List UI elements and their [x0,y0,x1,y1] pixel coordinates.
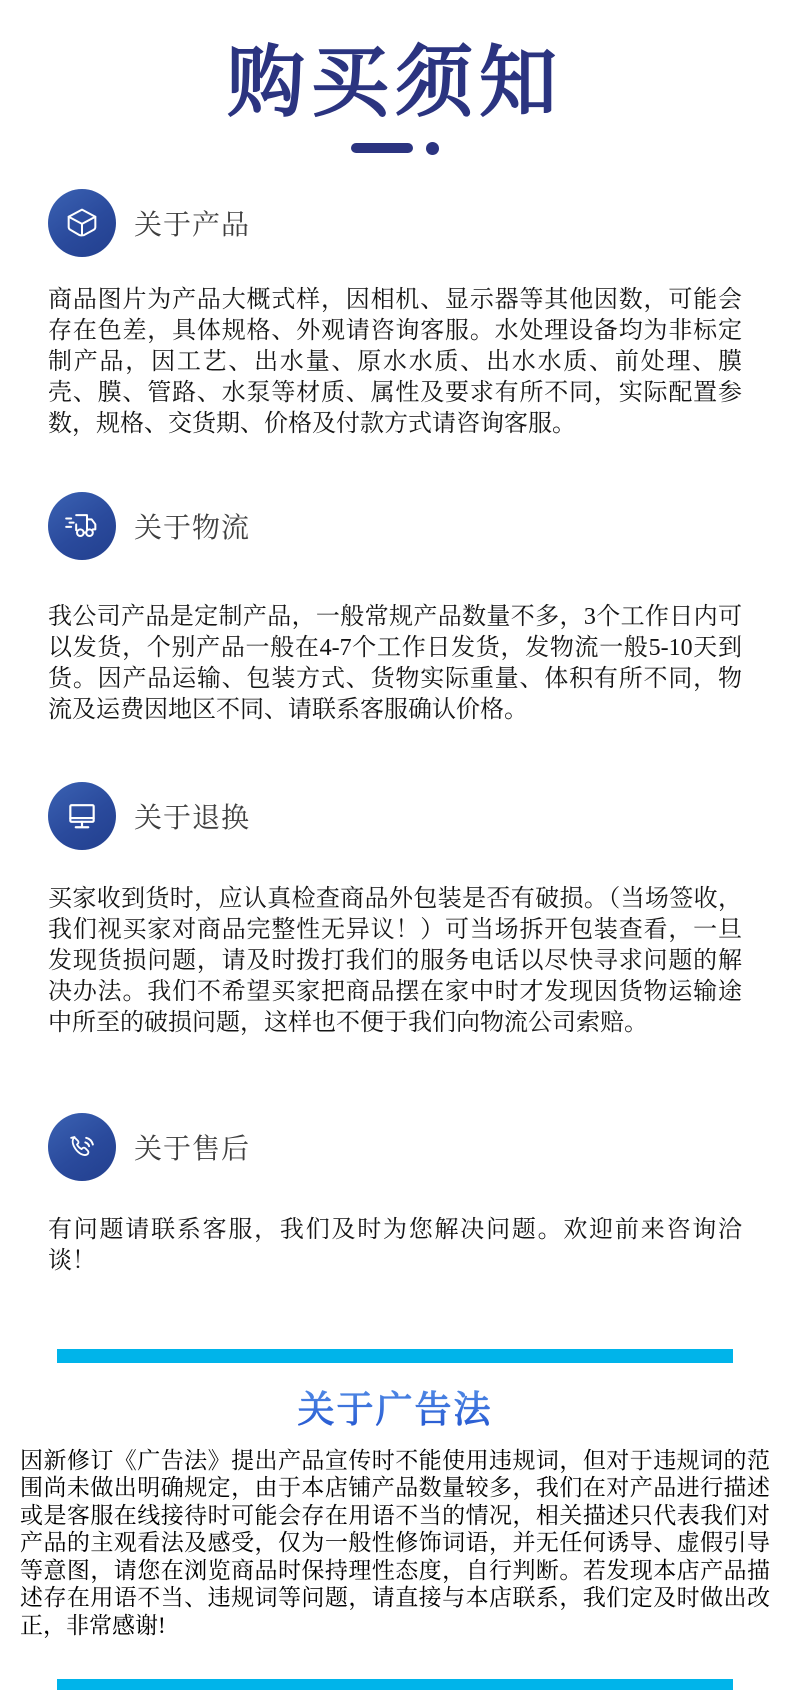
truck-icon [48,492,116,560]
page-title: 购买须知 [226,39,563,126]
section-returns-body: 买家收到货时，应认真检查商品外包装是否有破损。（当场签收，我们视买家对商品完整性无异议！）可当场拆开包装查看，一旦发现货损问题，请及时拨打我们的服务电话以尽快寻求问题的解决办法。我们不希望买家把商品摆在家中时才发现因货物运输途中所至的破损问题，这样也不便于我们向物流公司索赔。 [48,885,742,1036]
section-aftersales-body: 有问题请联系客服，我们及时为您解决问题。欢迎前来咨询洽谈！ [48,1216,742,1274]
adlaw-body: 因新修订《广告法》提出产品宣传时不能使用违规词，但对于违规词的范围尚未做出明确规定，由于本店铺产品数量较多，我们在对产品进行描述或是客服在线接待时可能会存在用语不当的情况，相关描述只代表我们对产品的主观看法及感受，仅为一般性修饰词语，并无任何诱导、虚假引导等意图，请您在浏览商品时保持理性态度，自行判断。若发现本店产品描述存在用语不当、违规词等问题，请直接与本店联系，我们定及时做出改正，非常感谢! [20,1447,770,1638]
adlaw-top-bar [57,1349,733,1363]
section-returns-header [48,782,742,850]
section-logistics-body: 我公司产品是定制产品，一般常规产品数量不多，3个工作日内可以发货，个别产品一般在4-7个工作日发货，发物流一般5-10天到货。因产品运输、包装方式、货物实际重量、体积有所不同，物流及运费因地区不同、请联系客服确认价格。 [48,603,742,723]
section-returns-title: 关于退换 [134,801,251,833]
section-logistics-title: 关于物流 [134,511,251,543]
section-product-header [48,189,742,257]
title-divider [0,142,790,155]
section-product-body: 商品图片为产品大概式样，因相机、显示器等其他因数，可能会存在色差，具体规格、外观请咨询客服。水处理设备均为非标定制产品，因工艺、出水量、原水水质、出水水质、前处理、膜壳、膜、管路、水泵等材质、属性及要求有所不同，实际配置参数，规格、交货期、价格及付款方式请咨询客服。 [48,286,742,437]
monitor-icon [48,782,116,850]
section-aftersales-header [48,1113,742,1181]
divider-dot [426,142,439,155]
section-product-title: 关于产品 [134,208,251,240]
adlaw-bottom-bar [57,1679,733,1690]
title-block [0,0,790,155]
cube-icon [48,189,116,257]
section-logistics-header [48,492,742,560]
adlaw-heading: 关于广告法 [0,1379,790,1433]
phone-icon [48,1113,116,1181]
section-aftersales-title: 关于售后 [134,1132,251,1164]
content-column [0,189,790,1277]
divider-line [351,143,413,153]
